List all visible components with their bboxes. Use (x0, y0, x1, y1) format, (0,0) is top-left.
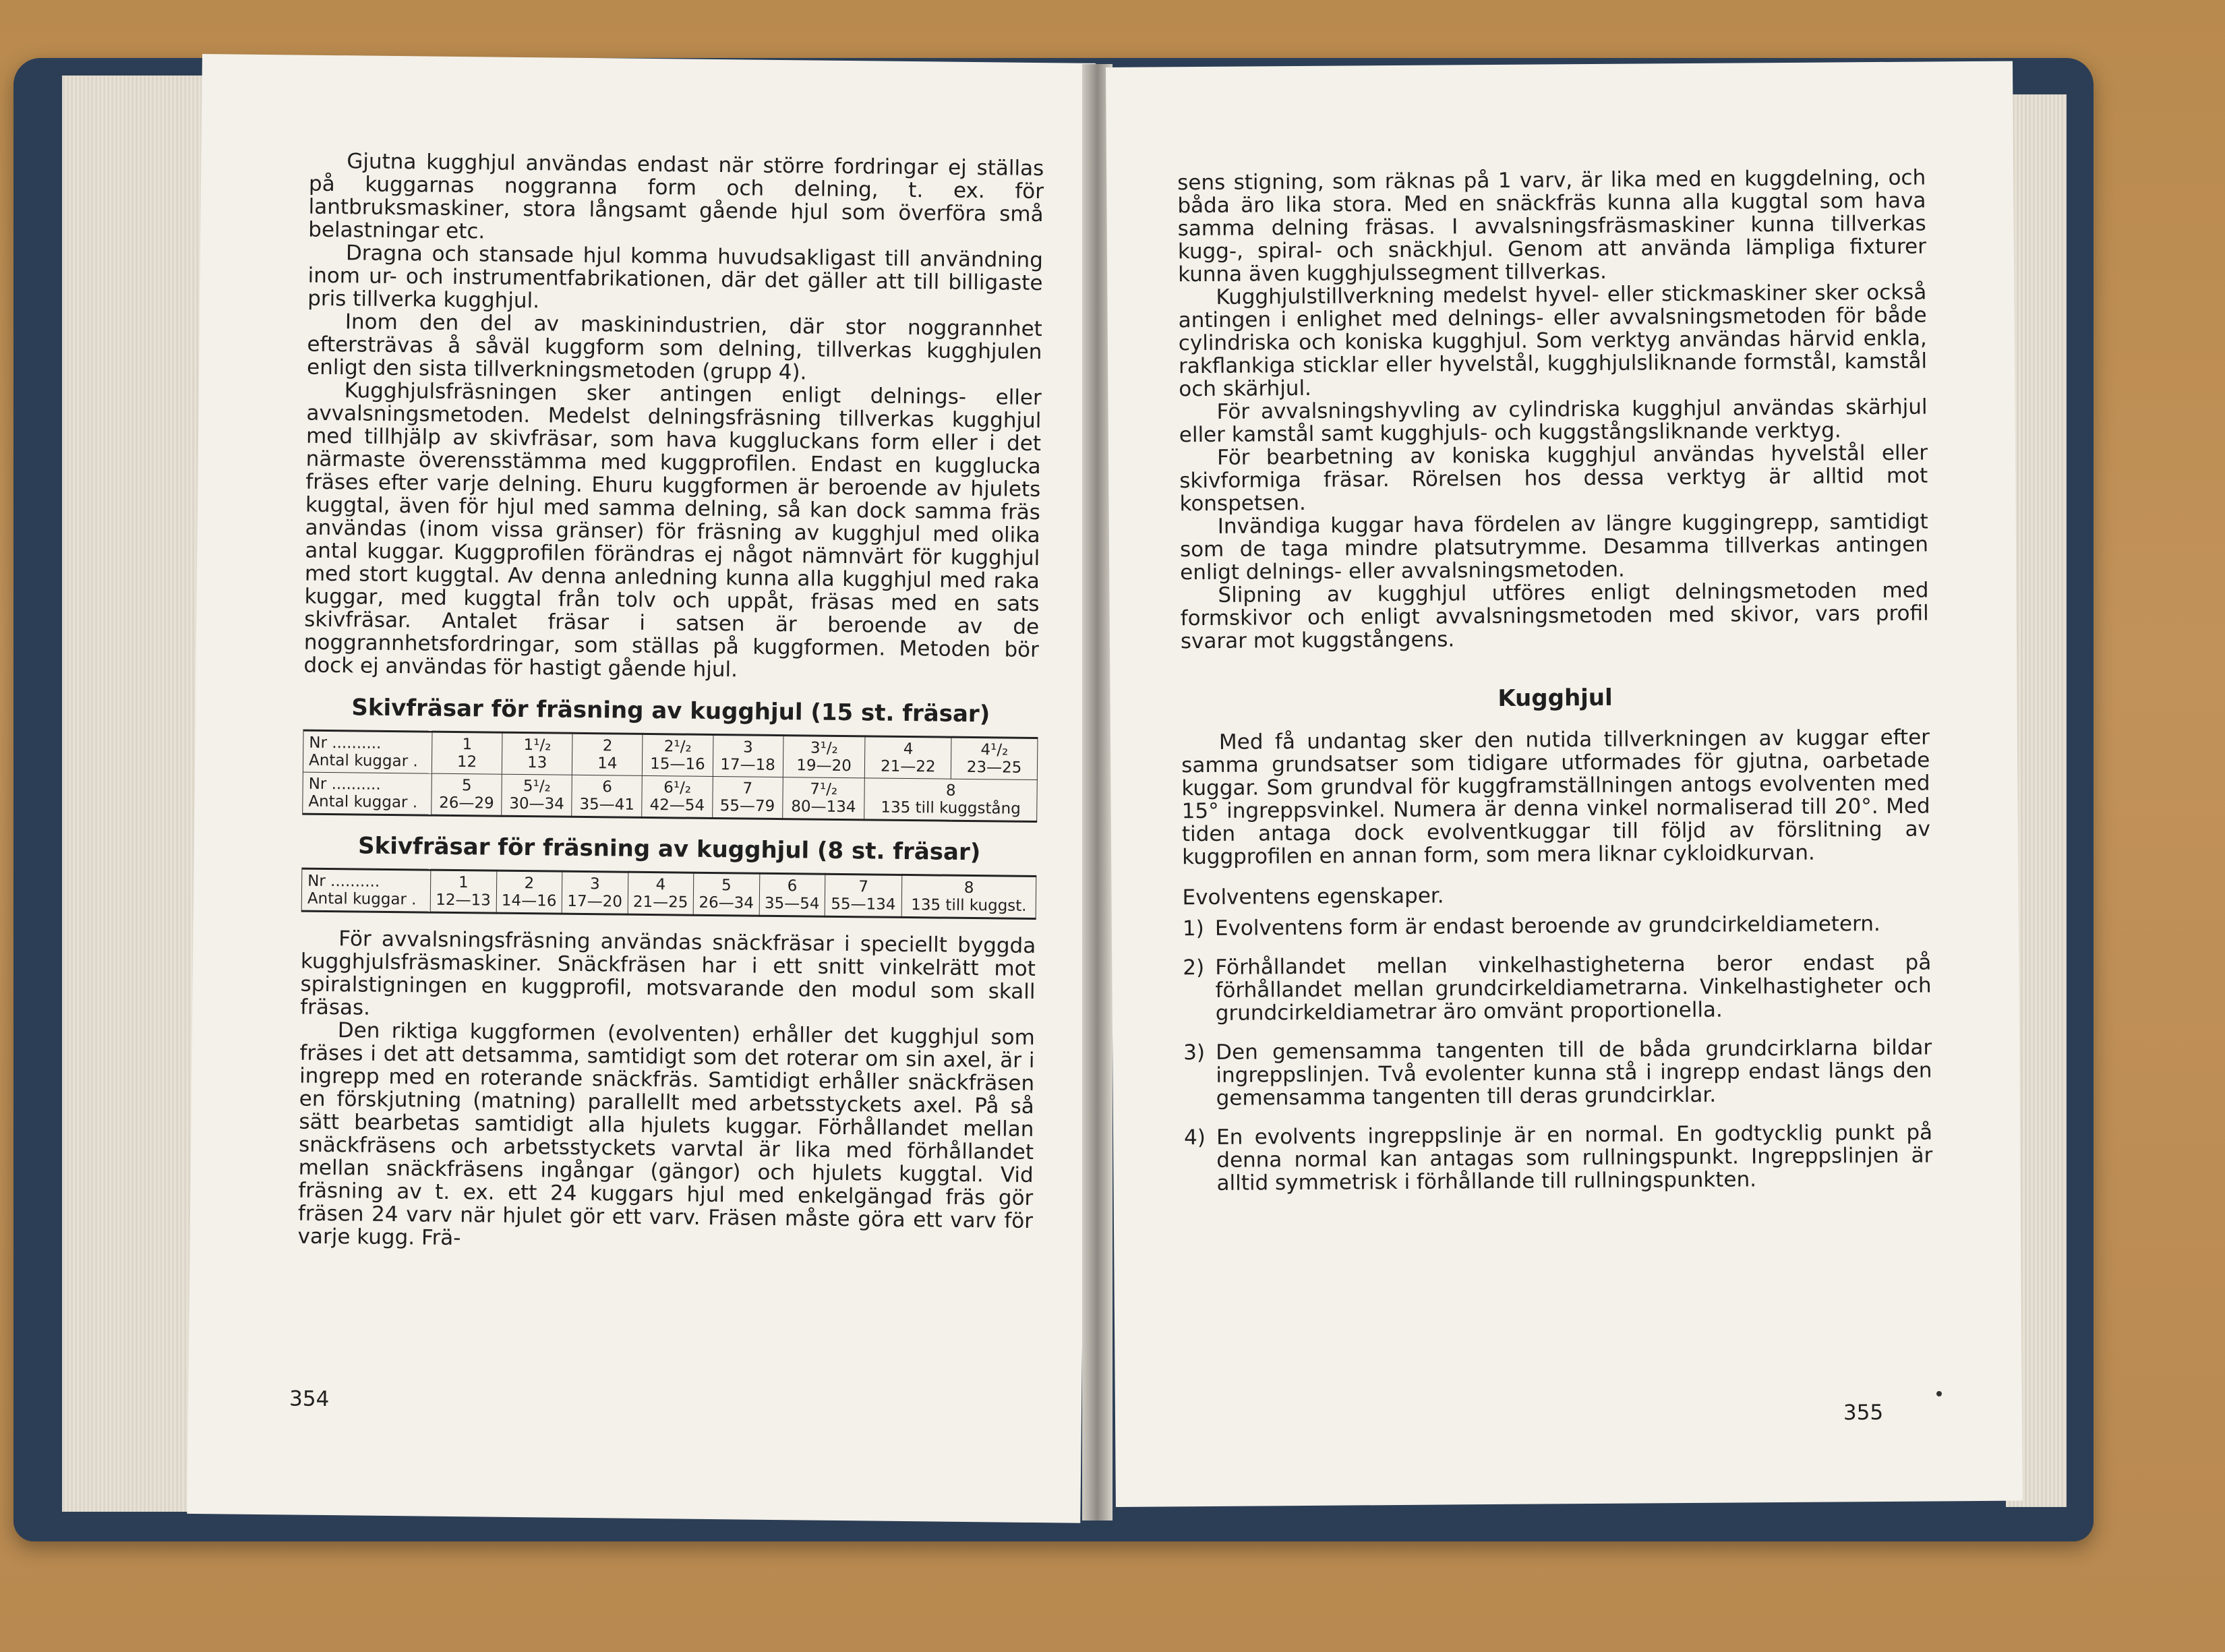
table-cell: 6 35—41 (572, 775, 643, 817)
row-header: Nr .......... Antal kuggar . (303, 730, 432, 773)
table-cell: 2 14 (572, 733, 643, 775)
properties-list (1183, 912, 1933, 1195)
section-heading: Kugghjul (1497, 684, 1613, 712)
table-cell: 1¹/₂ 13 (502, 732, 572, 775)
table-cell: 3 17—20 (562, 871, 628, 914)
paragraph: Den riktiga kuggformen (evolventen) erhåller det kugghjul som fräses i det att detsamma, samtidigt som det roterar om sin axel, är i ingrepp med en roterande snäckfräs. Samtidigt erhåller snäckfräsen en förskjutning (matning) parallellt med arbetsstyckets axel. På så sätt bearbetas samtidigt alla hjulets kuggar. Förhållandet mellan snäckfräsens och arbetsstyckets varvtal är lika med förhållandet mellan snäckfräsens ingångar (gängor) och hjulets kuggtal. Vid fräsning av t. ex. ett 24 kuggars hjul med enkelgängad fräs gör fräsen 24 varv när hjulet gör ett varv. Fräsen måste göra ett varv för varje kugg. Frä- (297, 1018, 1035, 1251)
table-cell: 7 55—79 (712, 776, 783, 819)
table-cell: 6¹/₂ 42—54 (642, 775, 713, 818)
table-cell: 7¹/₂ 80—134 (782, 777, 864, 820)
table-cell: 3 17—18 (713, 734, 783, 777)
paragraph: Invändiga kuggar hava fördelen av längre kuggingrepp, samtidigt som de taga mindre platsutrymme. Desamma tillverkas antingen enligt delnings- eller avvalsningsmetoden. (1179, 509, 1929, 585)
page-number: 355 (1843, 1400, 1884, 1425)
paragraph: Kugghjulstillverkning medelst hyvel- eller stickmaskiner sker också antingen i enlighet med delnings- eller avvalsningsmetoden för både cylindriska och koniska kugghjul. Som verktyg användas härvid enkla, rakflankiga sticklar eller hyvelstål, kugghjulsliknande formstål, kamstål och skärhjul. (1178, 280, 1928, 402)
row-header: Nr .......... Antal kuggar . (303, 772, 432, 815)
table-cell: 2 14—16 (496, 871, 562, 914)
paragraph: Gjutna kugghjul användas endast när större fordringar ej ställas på kuggarnas noggranna form och delning, t. ex. för lantbruksmaskiner, stora långsamt gående hjul som överföra små belastningar etc. (308, 149, 1044, 244)
left-page-text (297, 150, 1044, 1256)
list-item: 3) Den gemensamma tangenten till de båda grundcirklarna bildar ingreppslinjen. Två evolenter kunna stå i ingrepp endast längs den gemensamma tangenten till deras grundcirklar. (1183, 1035, 1932, 1111)
table-cell: 4 21—22 (865, 736, 951, 779)
row-header: Nr .......... Antal kuggar . (301, 868, 431, 912)
paragraph: För avvalsningshyvling av cylindriska kugghjul användas skärhjul eller kamstål samt kugghjuls- och kuggstångsliknande verktyg. (1179, 394, 1928, 448)
paragraph: sens stigning, som räknas på 1 varv, är lika med en kuggdelning, och båda äro lika stora. Med en snäckfräs kunna alla kuggtal som hava samma delning fräsas. I avvalsningsfräsmaskiner kunna tillverkas kugg-, spiral- och snäckhjul. Genom att använda lämpliga fixturer kunna även kugghjulssegment tillverkas. (1177, 165, 1927, 287)
table-cell: 5 26—29 (432, 773, 502, 816)
table-row (303, 730, 1038, 779)
table-cell: 8 135 till kuggst. (901, 875, 1036, 918)
paragraph: Dragna och stansade hjul komma huvudsakligast till användning inom ur- och instrumentfabrikationen, där det gäller att till billigaste pris tillverka kugghjul. (307, 241, 1044, 314)
paragraph: Kugghjulsfräsningen sker antingen enligt delnings- eller avvalsningsmetoden. Medelst delningsfräsning tillverkas kugghjul med tillhjälp av skivfräsar, som hava kuggluckans form eller i det närmaste överensstämma med kuggprofilen. Endast en kugglucka fräses efter varje delning. Ehuru kuggformen är beroende av hjulets kuggtal, även för hjul med samma delning, så kan dock samma fräs användas (inom vissa gränser) för fräsning av kugghjul med olika antal kuggar. Kuggprofilen förändras ej något nämnvärt för kugghjul med stort kuggtal. Av denna anledning kunna alla kugghjul med raka kuggar, med kuggtal från tolv och uppåt, fräsas med en sats skivfräsar. Antalet fräsar i satsen är beroende av de noggrannhetsfordringar, som ställas på kuggformen. Metoden bör dock ej användas för hastigt gående hjul. (303, 378, 1042, 682)
table-cell: 8 135 till kuggstång (864, 778, 1037, 822)
subheading: Evolventens egenskaper. (1182, 883, 1444, 910)
paragraph: Slipning av kugghjul utföres enligt delningsmetoden med formskivor och enligt avvalsningsmetoden med skivor, vars profil svarar mot kuggstångens. (1180, 578, 1929, 654)
right-page-text (1177, 167, 1933, 1212)
paragraph: För avvalsningsfräsning användas snäckfräsar i speciellt byggda kugghjulsfräsmaskiner. Snäckfräsen har i ett snitt vinkelrätt mot spiralstigningen en kuggprofil, motsvarande den modul som skall fräsas. (300, 926, 1036, 1020)
table-cell: 4¹/₂ 23—25 (951, 737, 1038, 779)
paragraph: För bearbetning av koniska kugghjul användas hyvelstål eller skivformiga fräsar. Rörelsen hos dessa verktyg är alltid mot konspetsen. (1179, 440, 1928, 517)
left-page (187, 54, 1096, 1523)
table-cell: 3¹/₂ 19—20 (783, 736, 865, 778)
cutter-table-15 (302, 730, 1038, 823)
paragraph: Med få undantag sker den nutida tillverkningen av kuggar efter samma grundsatser som tidigare utformades för gjutna, oarbetade kuggar. Som grundval för kuggframställningen antogs evolventen med 15° ingreppsvinkel. Numera är denna vinkel normaliserad till 20°. Med tiden antaga dock evolventkuggar till följd av förslitning av kuggprofilen en annan form, som mera liknar cykloidkurvan. (1181, 725, 1931, 870)
ink-dot (1936, 1391, 1942, 1396)
right-page (1106, 61, 2023, 1507)
page-number: 354 (289, 1386, 330, 1412)
table-cell: 2¹/₂ 15—16 (643, 734, 713, 776)
table-row (303, 772, 1038, 821)
table-row (301, 868, 1036, 918)
table-cell: 1 12 (432, 732, 502, 774)
paragraph: Inom den del av maskinindustrien, där stor noggrannhet eftersträvas å såväl kuggform som delning, tillverkas kugghjulen enligt den sista tillverkningsmetoden (grupp 4). (306, 309, 1042, 385)
cutter-table-8 (301, 868, 1037, 920)
table-cell: 1 12—13 (430, 870, 496, 913)
list-item: 2) Förhållandet mellan vinkelhastigheterna beror endast på förhållandet mellan grundcirkeldiametrarna. Vinkelhastigheter och grundcirkeldiametrar äro omvänt proportionella. (1183, 950, 1932, 1026)
table-cell: 4 21—25 (628, 872, 694, 915)
table-cell: 5 26—34 (693, 873, 759, 916)
table-cell: 7 55—134 (825, 874, 902, 917)
table-cell: 5¹/₂ 30—34 (502, 774, 572, 817)
list-item: 4) En evolvents ingreppslinje är en normal. En godtycklig punkt på denna normal kan antagas som rullningspunkt. Ingreppslinjen är alltid symmetrisk i förhållande till rullningspunkten. (1183, 1120, 1933, 1196)
table-title: Skivfräsar för fräsning av kugghjul (8 st. fräsar) (357, 832, 981, 866)
table-cell: 6 35—54 (759, 873, 825, 916)
table-title: Skivfräsar för fräsning av kugghjul (15 st. fräsar) (351, 694, 990, 728)
list-item: 1) Evolventens form är endast beroende av grundcirkeldiametern. (1182, 912, 1880, 941)
